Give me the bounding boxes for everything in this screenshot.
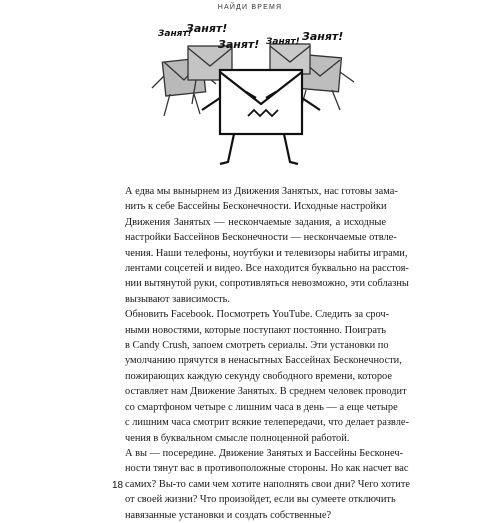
- text-line: нии вытянутой руки, сопротивляться невозможно, эти соблазны: [125, 278, 409, 290]
- busy-label-3: Занят!: [218, 38, 260, 51]
- paragraph-1: [112, 184, 409, 307]
- text-line: чения. Наши телефоны, ноутбуки и телевизоры набиты играми,: [125, 247, 408, 259]
- main-angry-envelope: [202, 70, 320, 164]
- page-number: 18: [112, 480, 124, 491]
- text-line: пожирающих каждую секунду свободного времени, которое: [125, 370, 392, 382]
- text-line: ными новостями, которые поступают постоянно. Поиграть: [125, 324, 386, 336]
- text-line: Движения Занятых — нескончаемые задания, а исходные: [125, 216, 386, 228]
- text-line: с лишним часа смотрит всякие телепередачи, что делает развле-: [125, 417, 409, 429]
- running-head: НАЙДИ ВРЕМЯ: [217, 4, 283, 11]
- text-line: Обновить Facebook. Посмотреть YouTube. Следить за сроч-: [125, 309, 390, 321]
- envelopes-drawing: [150, 18, 360, 183]
- text-line: со смартфоном четыре с лишним часа в день — а еще четыре: [125, 401, 398, 413]
- busy-label-4: Занят!: [266, 37, 300, 47]
- text-line: лентами соцсетей и видео. Все находится буквально на расстоя-: [125, 263, 409, 275]
- text-line: в Candy Crush, запоем смотреть сериалы. Эти установки по: [125, 340, 389, 352]
- paragraph-2: [112, 307, 409, 446]
- text-line: А едва мы вынырнем из Движения Занятых, нас готовы зама-: [125, 186, 398, 197]
- busy-label-5: Занят!: [302, 30, 344, 43]
- text-line: вызывают зависимость.: [125, 293, 230, 305]
- body-text: [112, 184, 411, 523]
- text-line: ности тянут вас в противоположные стороны. Но как насчет вас: [125, 463, 409, 475]
- busy-envelopes-illustration: [150, 18, 360, 183]
- busy-label-2: Занят!: [186, 22, 228, 35]
- text-line: чения в буквальном смысле полноценной работой.: [125, 432, 350, 444]
- paragraph-3: [112, 446, 411, 523]
- text-line: настройки Бассейнов Бесконечности — нескончаемые отвле-: [125, 232, 397, 244]
- text-line: самих? Вы-то сами чем хотите наполнять свои дни? Чего хотите: [125, 478, 411, 490]
- text-line: навязанные установки и создать собственные?: [125, 509, 332, 521]
- text-line: умолчанию прячутся в ненасытных Бассейнах Бесконечности,: [125, 355, 402, 367]
- text-line: нить к себе Бассейны Бесконечности. Исходные настройки: [125, 201, 387, 213]
- text-line: от своей жизни? Что произойдет, если вы сумеете отключить: [125, 494, 396, 506]
- busy-label-1: Занят!: [158, 29, 192, 39]
- text-line: оставляет нам Движение Занятых. В среднем человек проводит: [125, 386, 407, 398]
- text-line: А вы — посередине. Движение Занятых и Бассейны Бесконеч-: [125, 447, 403, 459]
